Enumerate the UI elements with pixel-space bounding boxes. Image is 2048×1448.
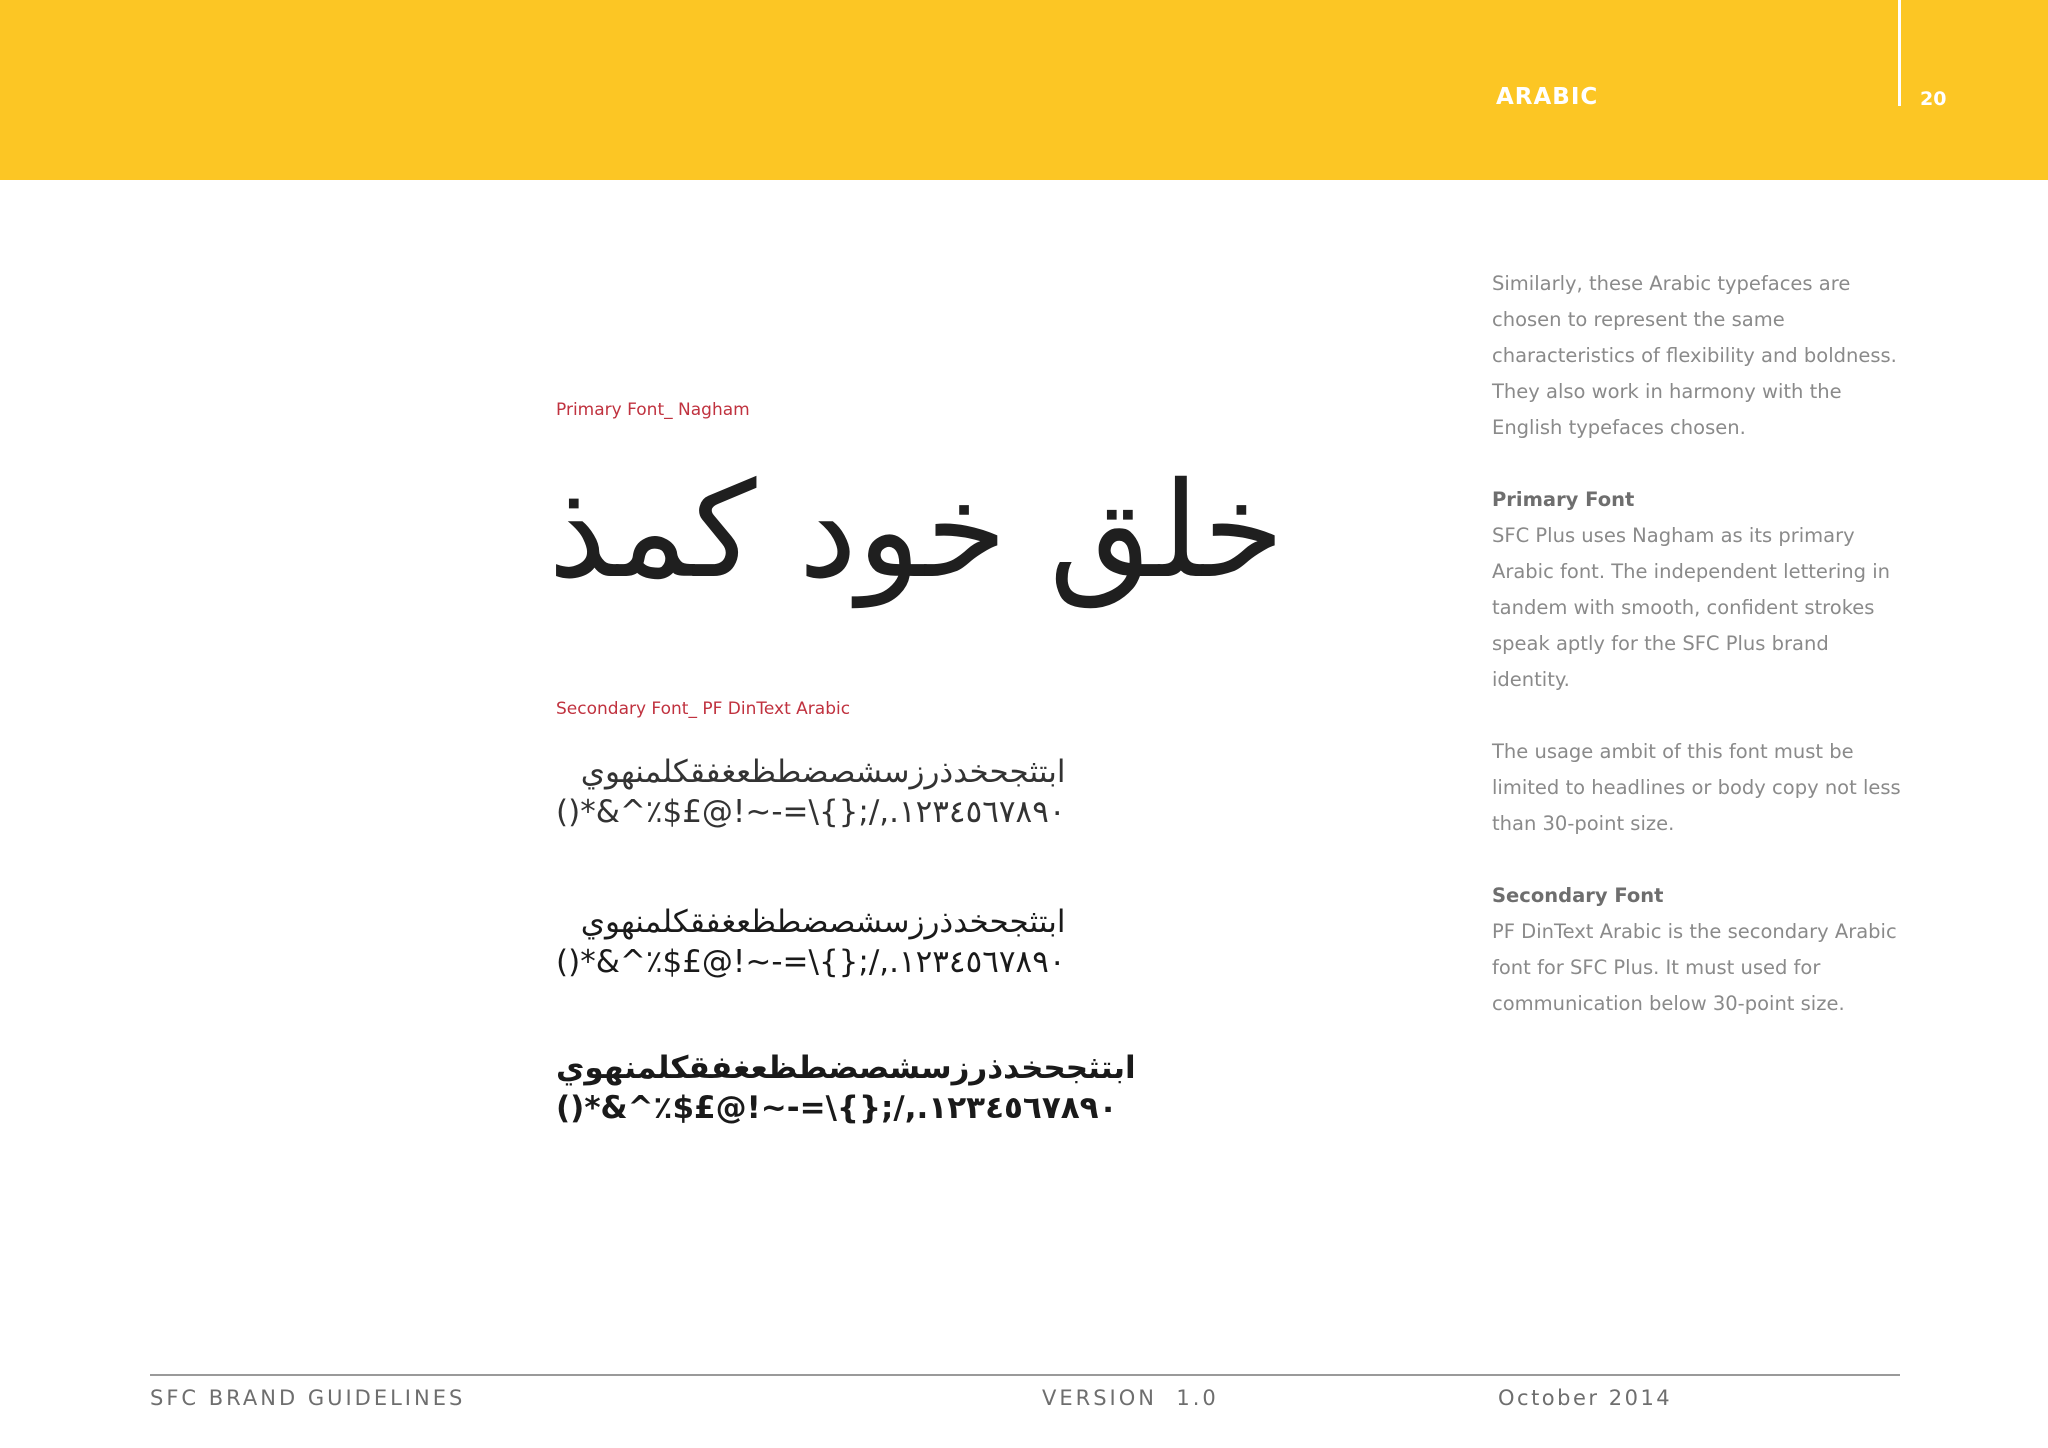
- section-title: ARABIC: [1496, 84, 1599, 110]
- glyph-sample-bold: [556, 1048, 1136, 1128]
- primary-font-sample: خلق خود كمذ: [548, 454, 1285, 608]
- usage-paragraph: The usage ambit of this font must be limited to headlines or body copy not less than 30-point size.: [1492, 740, 1901, 835]
- footer-date: October 2014: [1498, 1386, 1673, 1410]
- primary-font-label: Primary Font_ Nagham: [556, 400, 750, 420]
- primary-font-description: SFC Plus uses Nagham as its primary Arabic font. The independent lettering in tandem with smooth, confident strokes speak aptly for the SFC Plus brand identity.: [1492, 524, 1890, 691]
- primary-font-heading: Primary Font: [1492, 488, 1635, 511]
- header-band: [0, 0, 2048, 180]
- footer-brand: SFC BRAND GUIDELINES: [150, 1386, 466, 1410]
- glyph-symbols-line: ()*&^٪$£@!~-=\{};/,.١٢٣٤٥٦٧٨٩٠: [556, 1090, 1118, 1126]
- footer-divider: [150, 1374, 1900, 1376]
- page-number: 20: [1920, 88, 1947, 110]
- intro-paragraph: Similarly, these Arabic typefaces are chosen to represent the same characteristics of flexibility and boldness. They also work in harmony with the English typefaces chosen.: [1492, 272, 1897, 439]
- glyph-sample-light: [556, 752, 1066, 832]
- footer-version: VERSION 1.0: [1042, 1386, 1219, 1410]
- header-divider: [1898, 0, 1901, 106]
- secondary-font-label: Secondary Font_ PF DinText Arabic: [556, 699, 851, 719]
- glyph-symbols-line: ()*&^٪$£@!~-=\{};/,.١٢٣٤٥٦٧٨٩٠: [556, 794, 1066, 830]
- secondary-font-description: PF DinText Arabic is the secondary Arabic font for SFC Plus. It must used for communication below 30-point size.: [1492, 920, 1897, 1015]
- glyph-letters-line: ابتثجحخدذرزسشصضطظعغفقكلمنهوي: [556, 1050, 1136, 1086]
- secondary-font-section: [1492, 878, 1912, 1022]
- glyph-letters-line: ابتثجحخدذرزسشصضطظعغفقكلمنهوي: [580, 904, 1066, 940]
- description-sidebar: [1492, 266, 1912, 1058]
- glyph-letters-line: ابتثجحخدذرزسشصضطظعغفقكلمنهوي: [580, 754, 1066, 790]
- glyph-sample-regular: [556, 902, 1066, 982]
- glyph-symbols-line: ()*&^٪$£@!~-=\{};/,.١٢٣٤٥٦٧٨٩٠: [556, 944, 1066, 980]
- secondary-font-heading: Secondary Font: [1492, 884, 1664, 907]
- primary-font-section: [1492, 482, 1912, 698]
